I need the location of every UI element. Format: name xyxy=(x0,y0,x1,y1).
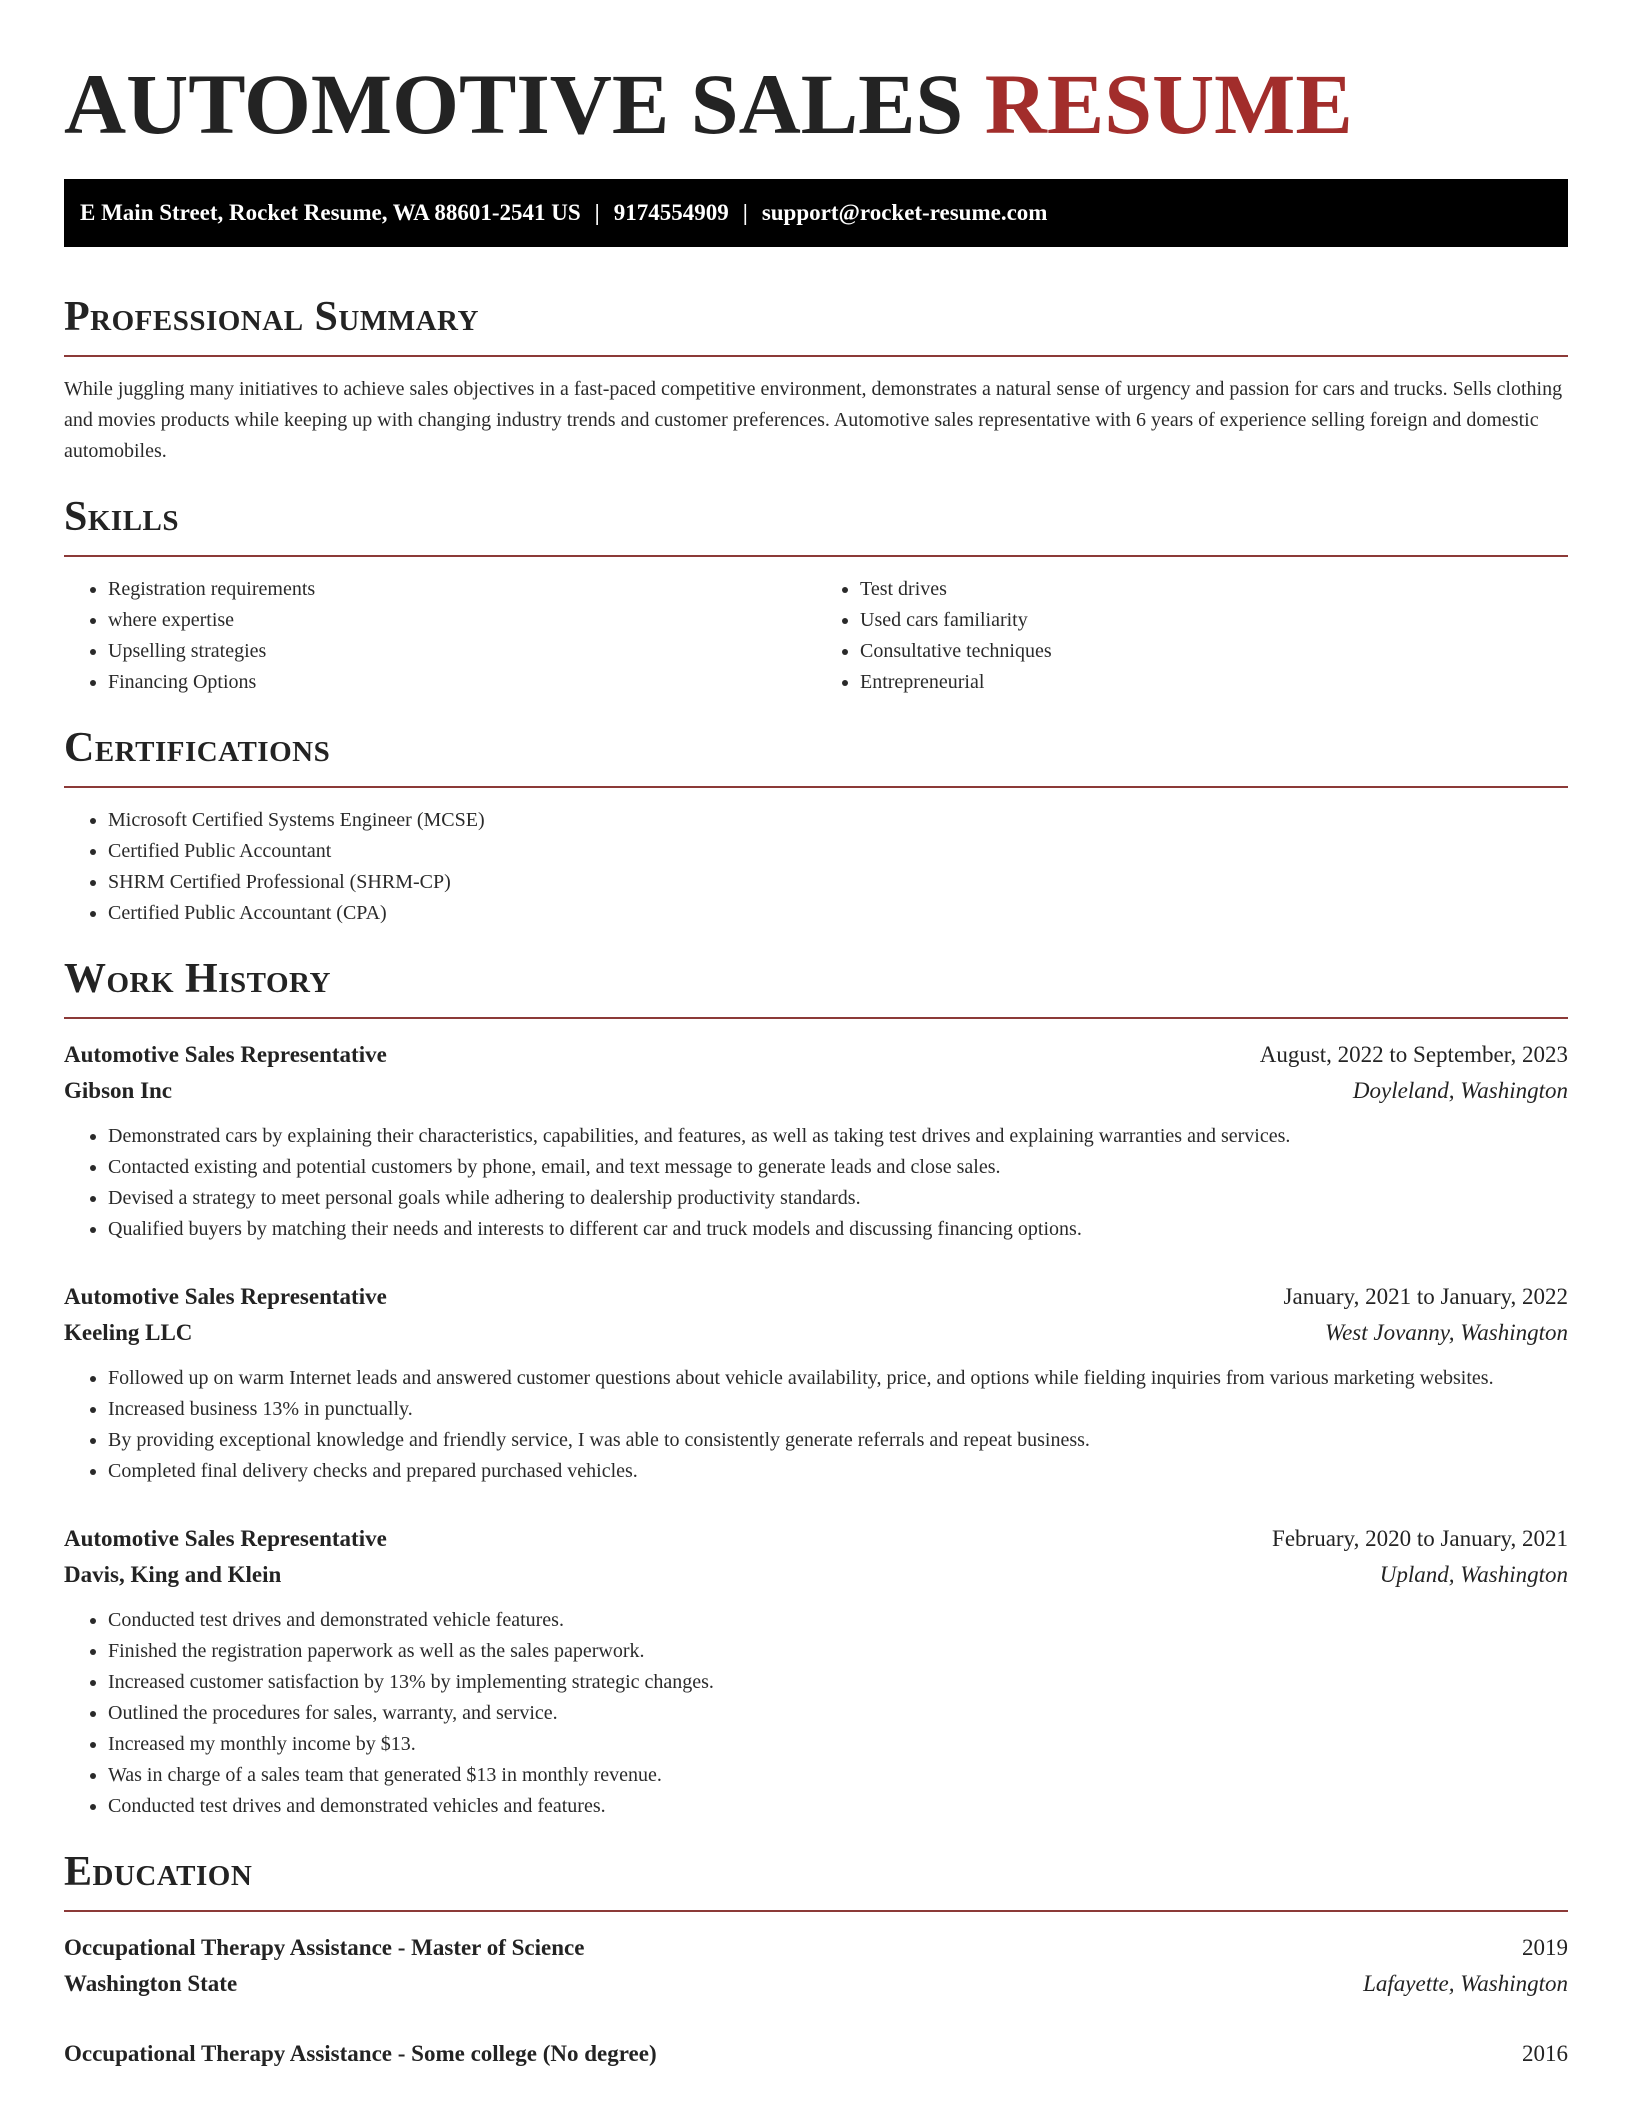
skill-item: • Upselling strategies xyxy=(108,636,816,667)
job-role: Automotive Sales Representative xyxy=(64,1526,387,1551)
skill-item: • where expertise xyxy=(108,605,816,636)
job-bullet: • Conducted test drives and demonstrated vehicle features. xyxy=(108,1605,1568,1636)
job-location: West Jovanny, Washington xyxy=(1325,1320,1568,1345)
work-history-section xyxy=(64,955,1568,1822)
contact-address: E Main Street, Rocket Resume, WA 88601-2541 US xyxy=(80,200,581,225)
education-heading: Education xyxy=(64,1849,253,1895)
summary-text: While juggling many initiatives to achieve sales objectives in a fast-paced competitive environment, demonstrates a natural sense of urgency and passion for cars and trucks. Sells clothing and movies products while keeping up with changing industry trends and customer preferences. Automotive sales representative with 6 years of experience selling foreign and domestic automobiles. xyxy=(64,378,1563,462)
contact-separator: | xyxy=(742,200,748,225)
job-bullet: • Devised a strategy to meet personal goals while adhering to dealership productivity standards. xyxy=(108,1183,1568,1214)
job-company: Keeling LLC xyxy=(64,1320,193,1345)
job-bullet: • Contacted existing and potential customers by phone, email, and text message to generate leads and close sales. xyxy=(108,1152,1568,1183)
job-bullet: • Was in charge of a sales team that generated $13 in monthly revenue. xyxy=(108,1760,1568,1791)
education-header-row xyxy=(64,1930,1568,1966)
job-header-row xyxy=(64,1037,1568,1073)
education-year: 2019 xyxy=(1522,1935,1568,1960)
skill-item: • Registration requirements xyxy=(108,574,816,605)
education-year: 2016 xyxy=(1522,2041,1568,2066)
job-bullet: • Qualified buyers by matching their needs and interests to different car and truck models and discussing financing options. xyxy=(108,1214,1568,1245)
education-section xyxy=(64,1848,1568,2072)
job-header-row xyxy=(64,1521,1568,1557)
certifications-heading: Certifications xyxy=(64,725,331,771)
section-divider xyxy=(64,355,1568,357)
skills-columns xyxy=(64,557,1568,698)
certification-item: • Certified Public Accountant xyxy=(108,836,1568,867)
contact-bar xyxy=(64,179,1568,247)
section-divider xyxy=(64,786,1568,788)
job-entry xyxy=(64,1279,1568,1487)
job-bullet: • Demonstrated cars by explaining their characteristics, capabilities, and features, as well as taking test drives and explaining warranties and services. xyxy=(108,1121,1568,1152)
job-role: Automotive Sales Representative xyxy=(64,1284,387,1309)
education-school-row xyxy=(64,1966,1568,2002)
summary-section xyxy=(64,293,1568,467)
job-bullet: • Completed final delivery checks and prepared purchased vehicles. xyxy=(108,1456,1568,1487)
education-degree: Occupational Therapy Assistance - Master of Science xyxy=(64,1935,585,1960)
job-dates: August, 2022 to September, 2023 xyxy=(1259,1042,1568,1067)
contact-phone[interactable]: 9174554909 xyxy=(613,200,729,225)
skill-item: • Financing Options xyxy=(108,667,816,698)
job-company: Davis, King and Klein xyxy=(64,1562,282,1587)
job-entry xyxy=(64,1521,1568,1822)
job-bullet: • Conducted test drives and demonstrated vehicles and features. xyxy=(108,1791,1568,1822)
job-bullets xyxy=(64,1605,1568,1822)
education-header-row xyxy=(64,2036,1568,2072)
contact-separator: | xyxy=(594,200,600,225)
job-bullets xyxy=(64,1363,1568,1487)
education-location: Lafayette, Washington xyxy=(1363,1971,1568,1996)
job-bullet: • Outlined the procedures for sales, warranty, and service. xyxy=(108,1698,1568,1729)
skills-heading: Skills xyxy=(64,494,180,540)
job-company-row xyxy=(64,1557,1568,1593)
title-accent: RESUME xyxy=(984,56,1353,152)
certification-item: • Microsoft Certified Systems Engineer (MCSE) xyxy=(108,805,1568,836)
job-location: Upland, Washington xyxy=(1379,1562,1568,1587)
job-dates: January, 2021 to January, 2022 xyxy=(1283,1284,1568,1309)
job-bullet: • By providing exceptional knowledge and friendly service, I was able to consistently generate referrals and repeat business. xyxy=(108,1425,1568,1456)
job-entry xyxy=(64,1037,1568,1245)
certification-item: • SHRM Certified Professional (SHRM-CP) xyxy=(108,867,1568,898)
certifications-section xyxy=(64,724,1568,929)
job-role: Automotive Sales Representative xyxy=(64,1042,387,1067)
job-bullet: • Increased my monthly income by $13. xyxy=(108,1729,1568,1760)
job-header-row xyxy=(64,1279,1568,1315)
job-bullet: • Increased business 13% in punctually. xyxy=(108,1394,1568,1425)
work-history-heading: Work History xyxy=(64,956,331,1002)
contact-email[interactable]: support@rocket-resume.com xyxy=(761,200,1048,225)
job-bullet: • Increased customer satisfaction by 13% by implementing strategic changes. xyxy=(108,1667,1568,1698)
skill-item: • Used cars familiarity xyxy=(860,605,1568,636)
section-divider xyxy=(64,1017,1568,1019)
certification-item: • Certified Public Accountant (CPA) xyxy=(108,898,1568,929)
certifications-list xyxy=(64,805,1568,929)
skill-item: • Test drives xyxy=(860,574,1568,605)
resume-title xyxy=(64,0,1568,154)
education-school: Washington State xyxy=(64,1971,238,1996)
job-bullet: • Followed up on warm Internet leads and answered customer questions about vehicle availability, price, and options while fielding inquiries from various marketing websites. xyxy=(108,1363,1568,1394)
summary-heading: Professional Summary xyxy=(64,294,479,340)
skills-list-left xyxy=(64,574,816,698)
job-bullets xyxy=(64,1121,1568,1245)
job-location: Doyleland, Washington xyxy=(1352,1078,1568,1103)
education-degree: Occupational Therapy Assistance - Some college (No degree) xyxy=(64,2041,657,2066)
skill-item: • Entrepreneurial xyxy=(860,667,1568,698)
title-main: AUTOMOTIVE SALES xyxy=(64,56,964,152)
skills-list-right xyxy=(816,574,1568,698)
skills-section xyxy=(64,493,1568,698)
job-bullet: • Finished the registration paperwork as well as the sales paperwork. xyxy=(108,1636,1568,1667)
job-dates: February, 2020 to January, 2021 xyxy=(1272,1526,1568,1551)
job-company-row xyxy=(64,1073,1568,1109)
education-entry xyxy=(64,2036,1568,2072)
skill-item: • Consultative techniques xyxy=(860,636,1568,667)
education-entry xyxy=(64,1930,1568,2002)
job-company-row xyxy=(64,1315,1568,1351)
section-divider xyxy=(64,1910,1568,1912)
job-company: Gibson Inc xyxy=(64,1078,173,1103)
